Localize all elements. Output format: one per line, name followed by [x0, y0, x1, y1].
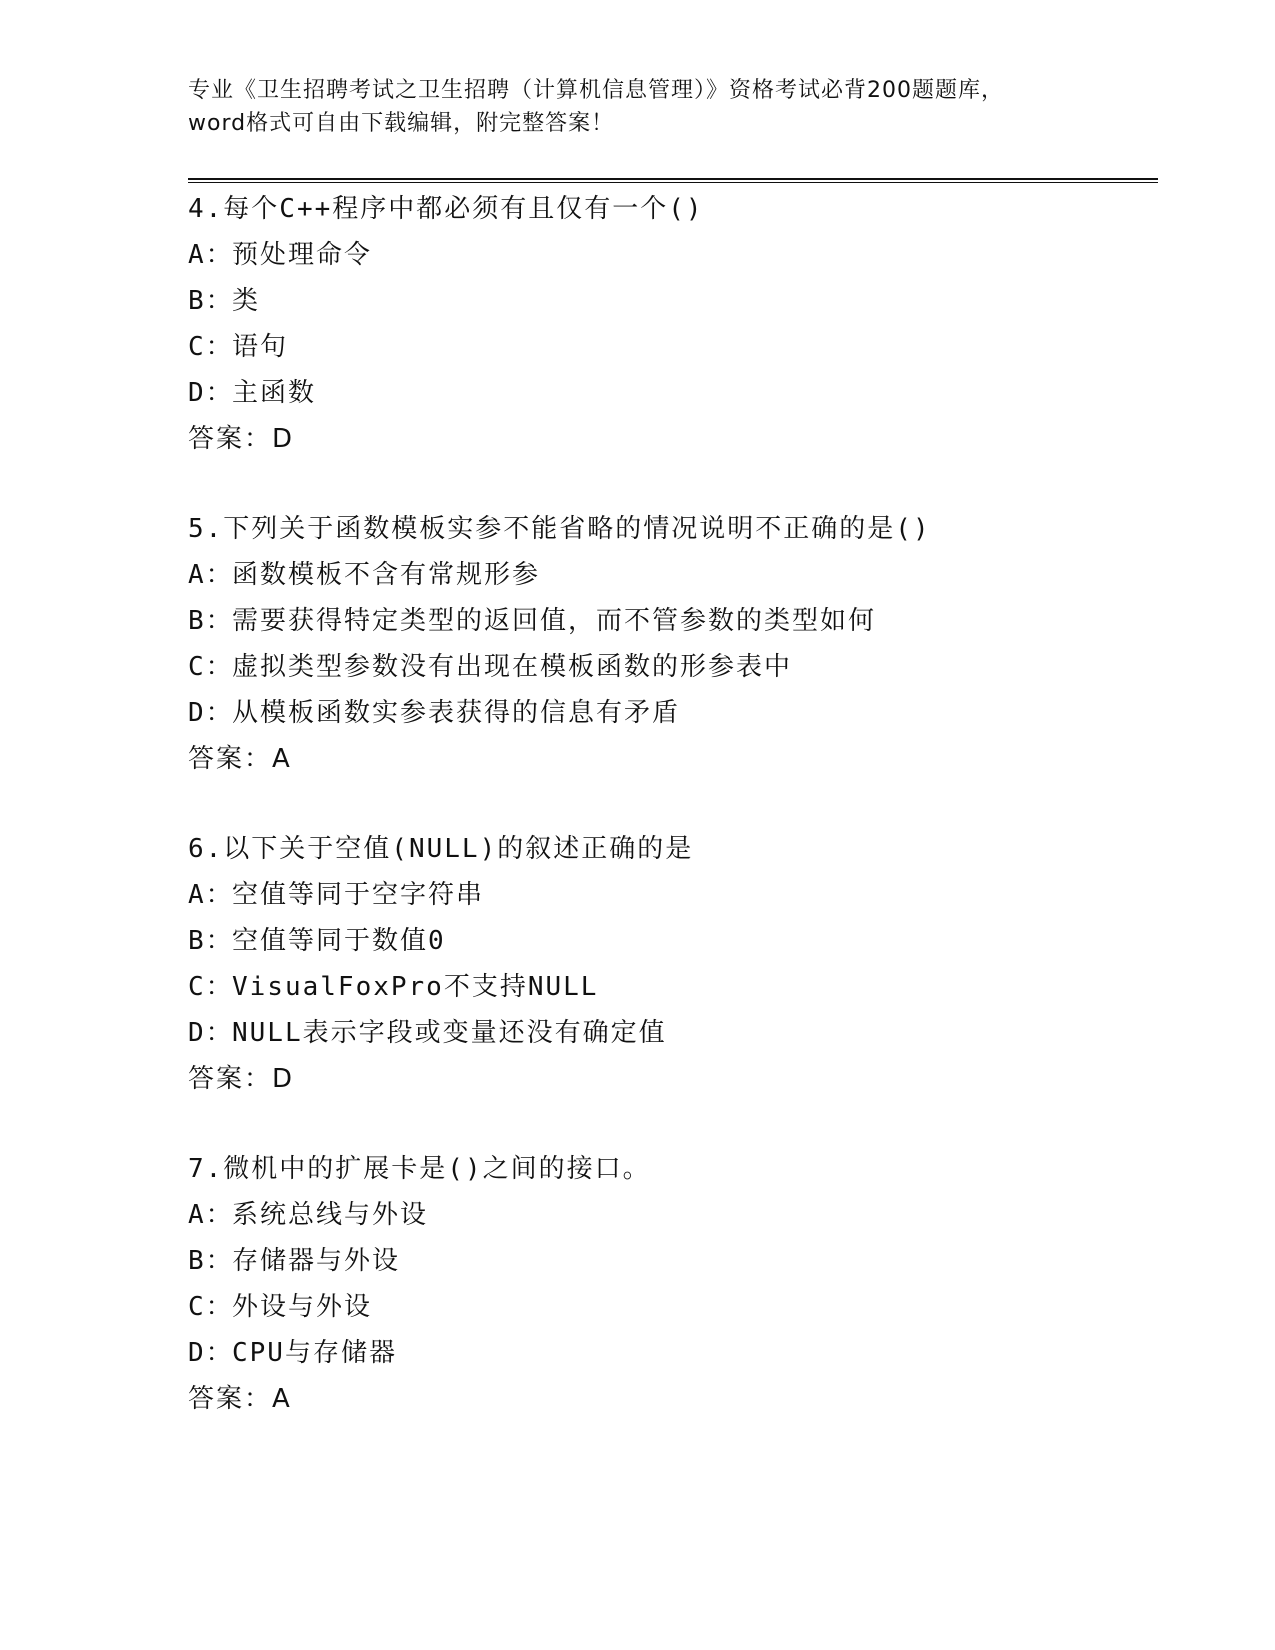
option-text: 从模板函数实参表获得的信息有矛盾: [232, 698, 681, 728]
question-block: [188, 826, 1168, 1102]
option-text: 外设与外设: [232, 1292, 373, 1322]
option-a: [188, 872, 1168, 918]
divider-thick-line: [188, 178, 1158, 180]
option-text: 类: [232, 286, 261, 316]
answer-line: 答案：D: [188, 424, 295, 454]
question-stem: 6.以下关于空值(NULL)的叙述正确的是: [188, 834, 694, 864]
option-text: CPU与存储器: [232, 1338, 397, 1368]
answer-line: 答案：A: [188, 1384, 292, 1414]
option-letter: C：: [188, 972, 234, 1002]
option-letter: B：: [188, 1246, 234, 1276]
question-stem: 7.微机中的扩展卡是()之间的接口。: [188, 1154, 651, 1184]
header-divider: [188, 178, 1158, 184]
option-text: 系统总线与外设: [232, 1200, 429, 1230]
question-block: [188, 506, 1168, 782]
option-text: 函数模板不含有常规形参: [232, 560, 541, 590]
option-text: NULL表示字段或变量还没有确定值: [232, 1018, 667, 1048]
option-letter: D：: [188, 698, 234, 728]
option-letter: D：: [188, 378, 234, 408]
option-letter: A：: [188, 1200, 234, 1230]
option-letter: B：: [188, 286, 234, 316]
option-text: 存储器与外设: [232, 1246, 401, 1276]
option-letter: A：: [188, 560, 234, 590]
option-b: [188, 278, 1168, 324]
option-a: [188, 552, 1168, 598]
option-text: 语句: [232, 332, 289, 362]
option-text: 需要获得特定类型的返回值，而不管参数的类型如何: [232, 606, 877, 636]
header-line-1: 专业《卫生招聘考试之卫生招聘（计算机信息管理）》资格考试必背200题题库，: [188, 78, 1004, 103]
option-c: [188, 324, 1168, 370]
option-d: [188, 1010, 1168, 1056]
option-d: [188, 690, 1168, 736]
option-letter: B：: [188, 926, 234, 956]
question-block: [188, 186, 1168, 462]
option-a: [188, 232, 1168, 278]
option-d: [188, 370, 1168, 416]
question-stem: 5.下列关于函数模板实参不能省略的情况说明不正确的是(): [188, 514, 931, 544]
option-letter: D：: [188, 1338, 234, 1368]
option-letter: B：: [188, 606, 234, 636]
option-c: [188, 644, 1168, 690]
option-text: 空值等同于空字符串: [232, 880, 485, 910]
option-text: VisualFoxPro不支持NULL: [232, 972, 599, 1002]
option-letter: A：: [188, 880, 234, 910]
option-letter: A：: [188, 240, 234, 270]
option-text: 空值等同于数值0: [232, 926, 446, 956]
option-a: [188, 1192, 1168, 1238]
header-line-2: word格式可自由下载编辑，附完整答案！: [188, 111, 615, 136]
option-d: [188, 1330, 1168, 1376]
option-b: [188, 1238, 1168, 1284]
divider-thin-line: [188, 182, 1158, 183]
answer-line: 答案：D: [188, 1064, 295, 1094]
option-text: 虚拟类型参数没有出现在模板函数的形参表中: [232, 652, 793, 682]
option-b: [188, 598, 1168, 644]
option-text: 预处理命令: [232, 240, 373, 270]
option-letter: D：: [188, 1018, 234, 1048]
option-letter: C：: [188, 332, 234, 362]
option-letter: C：: [188, 1292, 234, 1322]
option-c: [188, 1284, 1168, 1330]
option-text: 主函数: [232, 378, 317, 408]
document-header: [188, 74, 1088, 140]
option-c: [188, 964, 1168, 1010]
option-b: [188, 918, 1168, 964]
question-stem: 4.每个C++程序中都必须有且仅有一个(): [188, 194, 704, 224]
answer-line: 答案：A: [188, 744, 292, 774]
option-letter: C：: [188, 652, 234, 682]
question-block: [188, 1146, 1168, 1422]
